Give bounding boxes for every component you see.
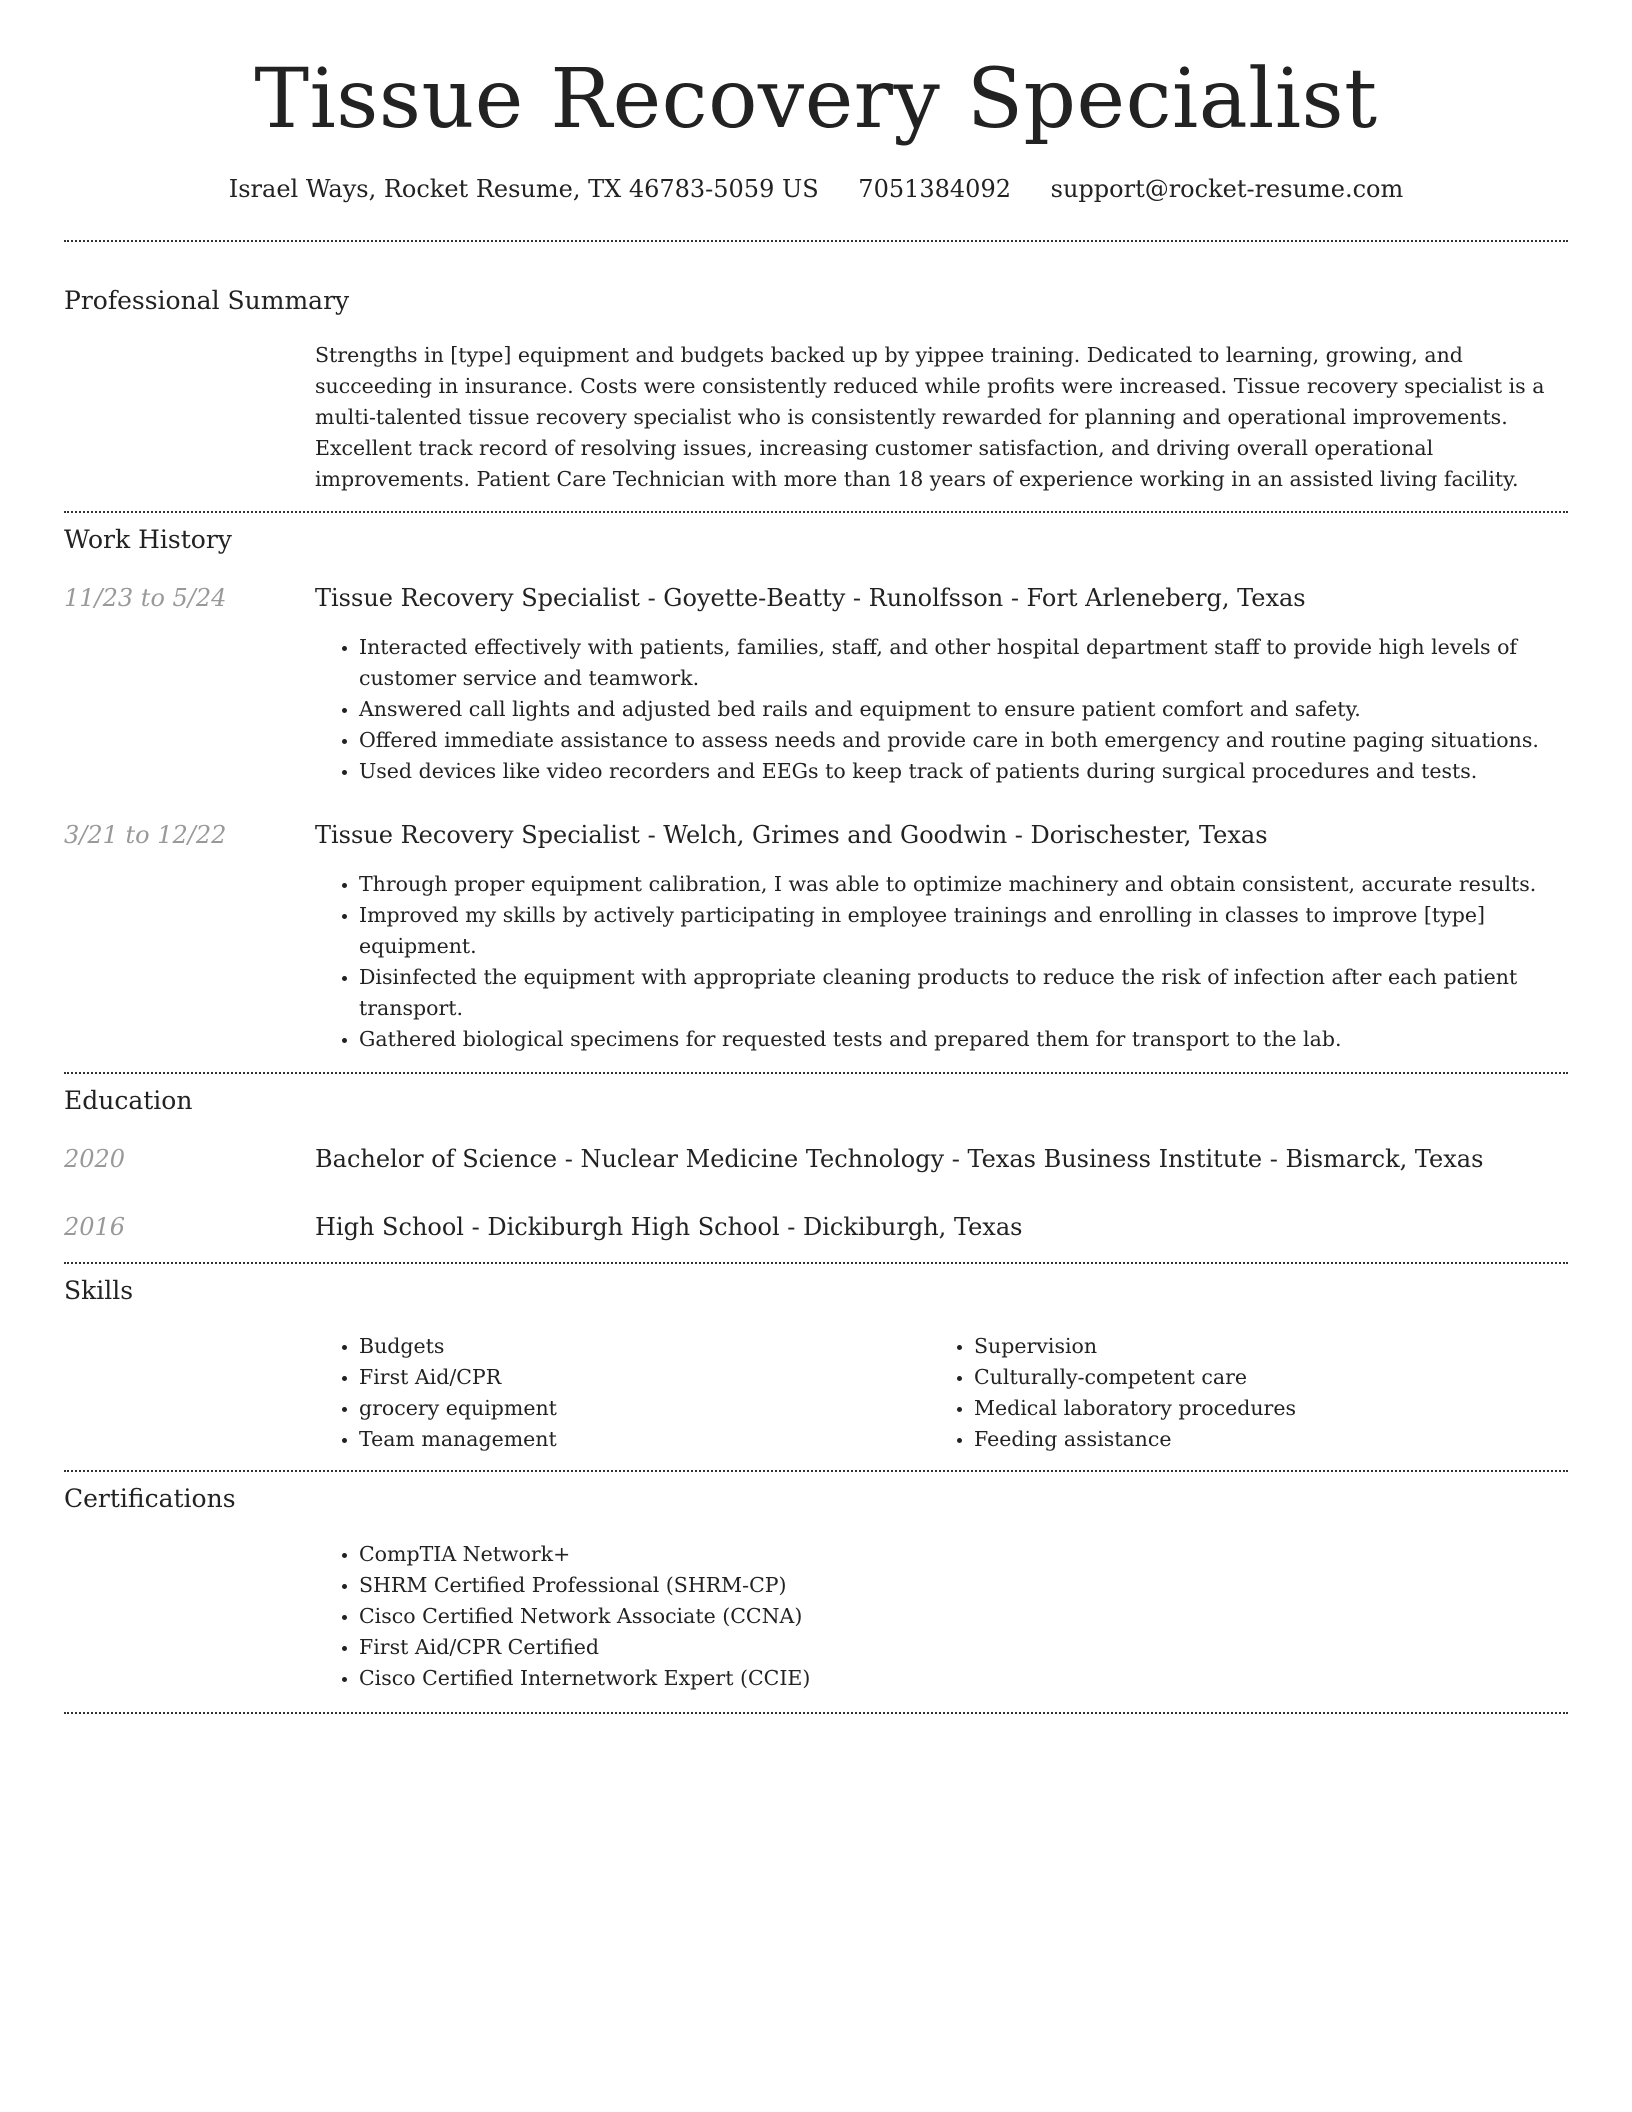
work-history-heading: Work History [64, 525, 232, 554]
list-item: • Improved my skills by actively participating in employee trainings and enrolling in classes to improve [type] equipment. [359, 900, 1565, 962]
list-item: • grocery equipment [359, 1393, 915, 1424]
certifications-list [315, 1539, 1565, 1694]
job-employer: - Goyette-Beatty - Runolfsson - Fort Arleneberg, Texas [639, 584, 1306, 612]
education-entry [315, 1142, 1565, 1176]
list-item: • First Aid/CPR [359, 1362, 915, 1393]
school: - Texas Business Institute - Bismarck, Texas [944, 1145, 1484, 1173]
job-duties-list [315, 632, 1565, 787]
degree: Bachelor of Science - Nuclear Medicine Technology [315, 1145, 945, 1173]
job-title: Tissue Recovery Specialist [315, 821, 640, 849]
list-item: • Interacted effectively with patients, families, staff, and other hospital department staff to provide high levels of customer service and teamwork. [359, 632, 1565, 694]
education-heading: Education [64, 1086, 193, 1115]
certifications-heading: Certifications [64, 1484, 236, 1513]
job-heading [315, 818, 1565, 852]
summary-heading: Professional Summary [64, 286, 350, 315]
job-dates: 11/23 to 5/24 [64, 584, 227, 612]
list-item: • First Aid/CPR Certified [359, 1632, 1565, 1663]
list-item: • CompTIA Network+ [359, 1539, 1565, 1570]
list-item: • Budgets [359, 1331, 915, 1362]
education-year: 2020 [64, 1145, 126, 1173]
list-item: • Cisco Certified Network Associate (CCNA) [359, 1601, 1565, 1632]
list-item: • Used devices like video recorders and EEGs to keep track of patients during surgical procedures and tests. [359, 756, 1565, 787]
divider [64, 1072, 1568, 1074]
divider [64, 511, 1568, 513]
list-item: • Offered immediate assistance to assess needs and provide care in both emergency and routine paging situations. [359, 725, 1565, 756]
skills-heading: Skills [64, 1276, 134, 1305]
contact-line [0, 172, 1632, 206]
job-dates: 3/21 to 12/22 [64, 821, 227, 849]
job-heading [315, 581, 1565, 615]
list-item: • Gathered biological specimens for requested tests and prepared them for transport to the lab. [359, 1024, 1565, 1055]
list-item: • Feeding assistance [974, 1424, 1550, 1455]
list-item: • Cisco Certified Internetwork Expert (CCIE) [359, 1663, 1565, 1694]
resume-name: Tissue Recovery Specialist [254, 52, 1378, 147]
education-entry [315, 1210, 1565, 1244]
job-duties-list [315, 869, 1565, 1055]
skills-list-right [930, 1331, 1550, 1455]
summary-text: Strengths in [type] equipment and budgets backed up by yippee training. Dedicated to learning, growing, and succeeding in insurance. Costs were consistently reduced while profits were increased. Tissue recovery specialist is a multi-talented tissue recovery specialist who is consistently rewarded for planning and operational improvements. Excellent track record of resolving issues, increasing customer satisfaction, and driving overall operational improvements. Patient Care Technician with more than 18 years of experience working in an assisted living facility. [315, 343, 1545, 491]
divider [64, 1712, 1568, 1714]
school: - Dickiburgh High School - Dickiburgh, Texas [463, 1213, 1023, 1241]
divider [64, 1262, 1568, 1264]
degree: High School [315, 1213, 464, 1241]
list-item: • Medical laboratory procedures [974, 1393, 1550, 1424]
list-item: • SHRM Certified Professional (SHRM-CP) [359, 1570, 1565, 1601]
job-title: Tissue Recovery Specialist [315, 584, 640, 612]
skills-list-left [315, 1331, 915, 1455]
list-item: • Supervision [974, 1331, 1550, 1362]
list-item: • Through proper equipment calibration, I was able to optimize machinery and obtain consistent, accurate results. [359, 869, 1565, 900]
contact-phone: 7051384092 [858, 175, 1011, 203]
list-item: • Culturally-competent care [974, 1362, 1550, 1393]
divider [64, 240, 1568, 242]
education-year: 2016 [64, 1213, 126, 1241]
contact-email[interactable]: support@rocket-resume.com [1050, 175, 1404, 203]
contact-address: Israel Ways, Rocket Resume, TX 46783-5059 US [228, 175, 819, 203]
list-item: • Answered call lights and adjusted bed rails and equipment to ensure patient comfort and safety. [359, 694, 1565, 725]
list-item: • Disinfected the equipment with appropriate cleaning products to reduce the risk of infection after each patient transport. [359, 962, 1565, 1024]
list-item: • Team management [359, 1424, 915, 1455]
job-employer: - Welch, Grimes and Goodwin - Dorischester, Texas [639, 821, 1268, 849]
divider [64, 1470, 1568, 1472]
